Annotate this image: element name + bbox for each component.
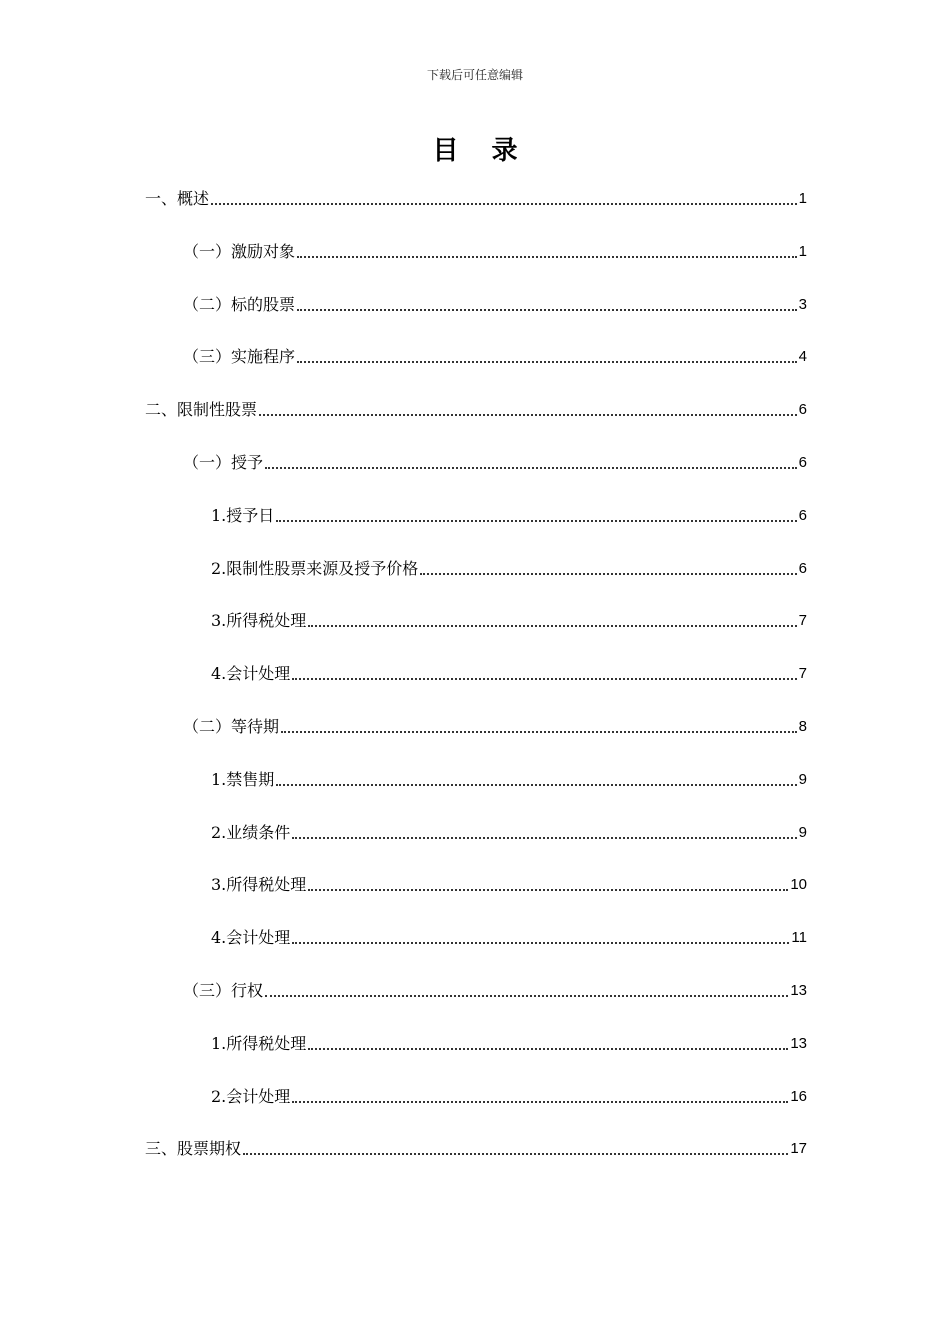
toc-entry[interactable] [145,1066,807,1119]
toc-entry-label: （三）实施程序 [183,347,296,367]
toc-dot-leader [292,837,796,839]
toc-entry-page-number: 9 [798,770,807,788]
toc-entry[interactable] [145,189,807,221]
toc-entry-page-number: 1 [798,242,807,260]
toc-entry-label: 4.会计处理 [211,928,291,948]
toc-entry[interactable] [145,696,807,749]
toc-entry-label: （三）行权 [183,980,264,1000]
toc-entry[interactable] [145,643,807,696]
toc-entry[interactable] [145,274,807,327]
toc-entry-label: 3.所得税处理 [211,875,307,895]
toc-dot-leader [297,361,797,363]
toc-entry-label: 2.会计处理 [211,1086,291,1106]
toc-entry[interactable] [145,1013,807,1066]
toc-entry-label: 1.授予日 [211,505,275,525]
toc-dot-leader [292,678,796,680]
toc-dot-leader [297,309,797,311]
header-note: 下载后可任意编辑 [426,68,523,82]
toc-entry-label: 二、限制性股票 [145,400,258,420]
toc-entry-label: （一）激励对象 [183,241,296,261]
toc-entry[interactable] [145,379,807,432]
toc-entry-label: 1.禁售期 [211,769,275,789]
toc-entry-page-number: 6 [798,401,807,419]
toc-dot-leader [265,995,788,997]
toc-entry-page-number: 1 [798,190,807,207]
toc-entry[interactable] [145,538,807,591]
toc-entry-page-number: 6 [798,453,807,471]
toc-entry-page-number: 7 [798,612,807,630]
toc-title: 目 录 [432,136,530,166]
toc-entry-label: （二）等待期 [183,716,280,736]
toc-entry-label: （二）标的股票 [183,294,296,314]
toc-entry-page-number: 3 [798,295,807,313]
toc-entry-label: 4.会计处理 [211,664,291,684]
toc-dot-leader [243,1153,788,1155]
toc-entry-label: 2.业绩条件 [211,822,291,842]
toc-dot-leader [420,573,796,575]
toc-entry-page-number: 17 [790,1140,807,1158]
toc-dot-leader [308,625,796,627]
toc-dot-leader [308,1048,788,1050]
toc-entry-page-number: 8 [798,717,807,735]
toc-dot-leader [292,1101,788,1103]
toc-entry-label: 1.所得税处理 [211,1033,307,1053]
toc-entry-label: （一）授予 [183,452,264,472]
toc-dot-leader [276,520,796,522]
toc-entry-page-number: 7 [798,665,807,683]
toc-entry-page-number: 10 [790,876,807,894]
toc-entry-page-number: 13 [790,981,807,999]
toc-dot-leader [265,467,797,469]
toc-entry-page-number: 11 [791,929,807,947]
toc-entry-page-number: 4 [798,348,807,366]
toc-entry[interactable] [145,327,807,380]
toc-dot-leader [292,942,789,944]
toc-dot-leader [259,414,797,416]
toc-entry[interactable] [145,591,807,644]
toc-entry[interactable] [145,221,807,274]
table-of-contents [145,189,807,1171]
toc-entry[interactable] [145,960,807,1013]
toc-entry[interactable] [145,855,807,908]
toc-entry-page-number: 6 [798,506,807,524]
toc-entry[interactable] [145,1119,807,1172]
toc-dot-leader [308,889,788,891]
toc-entry[interactable] [145,749,807,802]
toc-entry[interactable] [145,907,807,960]
toc-entry-page-number: 6 [798,559,807,577]
toc-entry-label: 一、概述 [145,189,210,208]
toc-dot-leader [281,731,797,733]
toc-entry-page-number: 16 [790,1087,807,1105]
toc-dot-leader [276,784,796,786]
toc-dot-leader [297,256,797,258]
toc-entry[interactable] [145,432,807,485]
toc-entry-label: 三、股票期权 [145,1139,242,1159]
toc-dot-leader [211,203,797,205]
toc-entry-label: 3.所得税处理 [211,611,307,631]
toc-entry[interactable] [145,802,807,855]
toc-entry-label: 2.限制性股票来源及授予价格 [211,558,419,578]
toc-entry-page-number: 9 [798,823,807,841]
toc-entry-page-number: 13 [790,1034,807,1052]
toc-entry[interactable] [145,485,807,538]
